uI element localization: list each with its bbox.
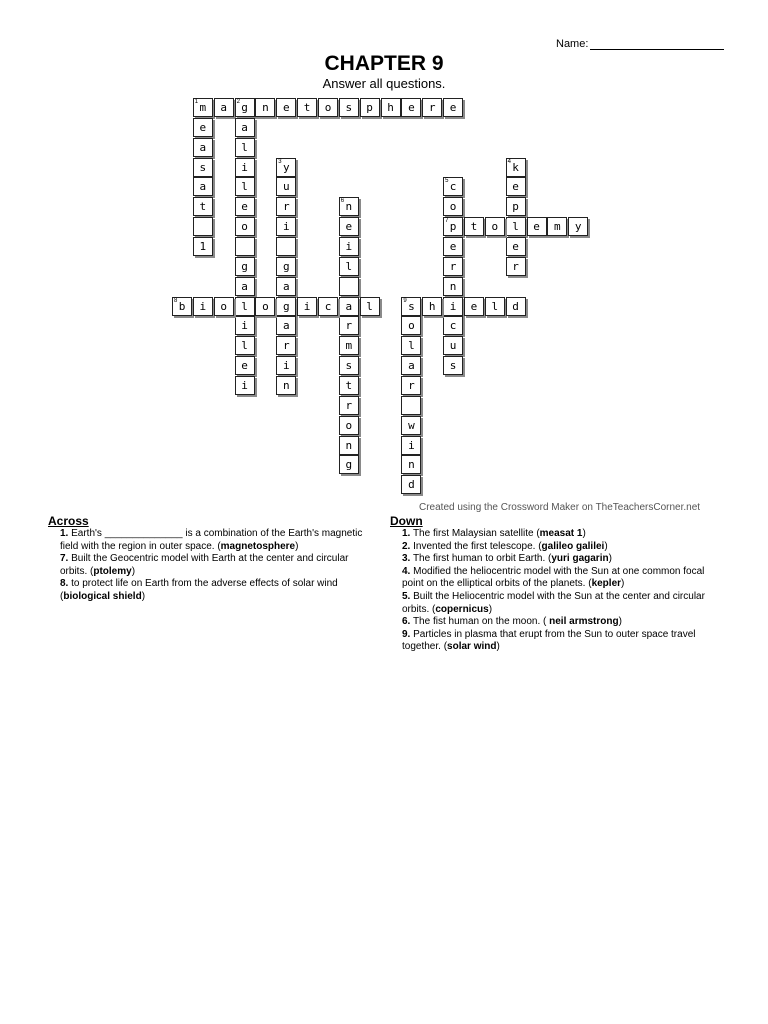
- cell-letter: n: [345, 438, 353, 452]
- clue-answer: neil armstrong: [549, 616, 619, 628]
- crossword-cell[interactable]: [568, 217, 588, 236]
- down-clue: 3. The first human to orbit Earth. (yuri gagarin): [402, 553, 612, 565]
- cell-letter: e: [241, 359, 248, 373]
- crossword-cell[interactable]: [422, 297, 442, 316]
- name-label: Name:: [556, 38, 589, 50]
- cell-letter: e: [449, 101, 457, 114]
- crossword-cell[interactable]: [401, 297, 421, 316]
- cell-letter: n: [449, 279, 457, 293]
- clue-number: 3.: [402, 553, 411, 565]
- cell-letter: a: [282, 279, 290, 293]
- cell-letter: l: [241, 299, 248, 313]
- crossword-cell[interactable]: [506, 257, 526, 276]
- cell-letter: i: [241, 378, 248, 392]
- crossword-cell[interactable]: [297, 297, 317, 316]
- crossword-cell[interactable]: [443, 257, 463, 276]
- page-subtitle: Answer all questions.: [322, 76, 446, 91]
- crossword-cell[interactable]: [235, 217, 255, 236]
- crossword-cell[interactable]: [527, 217, 547, 236]
- cell-letter: d: [512, 299, 519, 313]
- cell-letter: s: [408, 299, 415, 313]
- crossword-cell[interactable]: [193, 217, 213, 236]
- crossword-cell[interactable]: [276, 257, 296, 276]
- crossword-cell[interactable]: [506, 297, 526, 316]
- cell-letter: i: [282, 220, 290, 234]
- clue-number: 6: [340, 198, 345, 205]
- cell-letter: 1: [199, 240, 207, 253]
- cell-letter: c: [324, 299, 332, 313]
- cell-letter: p: [449, 220, 457, 234]
- cell-letter: l: [408, 339, 415, 353]
- cell-letter: n: [262, 101, 269, 114]
- cell-letter: n: [408, 458, 415, 472]
- crossword-cell[interactable]: [193, 237, 213, 256]
- crossword-cell[interactable]: [318, 297, 338, 316]
- crossword-cell[interactable]: [193, 98, 213, 117]
- crossword-cell[interactable]: [401, 455, 421, 474]
- clue-number: 7: [445, 218, 449, 225]
- down-heading: Down: [390, 514, 423, 528]
- down-clues: [390, 514, 720, 654]
- cell-letter: u: [449, 339, 457, 353]
- crossword-cell[interactable]: [235, 98, 255, 117]
- crossword-grid: [0, 0, 768, 500]
- cell-letter: a: [345, 299, 353, 313]
- crossword-cell[interactable]: [339, 436, 359, 455]
- cell-letter: o: [449, 200, 457, 214]
- crossword-cell[interactable]: [255, 297, 275, 316]
- crossword-cell[interactable]: [401, 416, 421, 435]
- crossword-cell[interactable]: [339, 396, 359, 415]
- cell-letter: o: [324, 101, 332, 114]
- down-clue: 6. The fist human on the moon. ( neil armstrong): [402, 616, 622, 628]
- clue-answer: copernicus: [435, 603, 489, 615]
- cell-letter: s: [345, 359, 353, 373]
- crossword-cell[interactable]: [339, 257, 359, 276]
- cell-letter: a: [241, 279, 248, 293]
- crossword-cell[interactable]: [235, 237, 255, 256]
- clue-answer: measat 1: [539, 528, 583, 539]
- crossword-cell[interactable]: [506, 158, 526, 177]
- crossword-cell[interactable]: [401, 336, 421, 355]
- crossword-cell[interactable]: [318, 98, 338, 117]
- crossword-cell[interactable]: [235, 197, 255, 216]
- cell-letter: r: [345, 398, 353, 412]
- cell-letter: n: [345, 200, 353, 214]
- cell-letter: o: [345, 418, 353, 432]
- clue-number: 5: [445, 178, 449, 185]
- clue-number: 9.: [402, 628, 411, 640]
- cell-letter: r: [282, 339, 290, 353]
- cell-letter: r: [408, 378, 415, 392]
- cell-letter: s: [199, 160, 207, 174]
- cell-letter: y: [574, 220, 582, 234]
- cell-letter: l: [512, 220, 519, 234]
- crossword-cell[interactable]: [401, 475, 421, 494]
- cell-letter: u: [282, 180, 290, 194]
- crossword-cell[interactable]: [276, 197, 296, 216]
- across-clue: 7. Built the Geocentric model with Earth at the center and circular orbits. (ptolemy): [60, 553, 349, 577]
- crossword-cell[interactable]: [276, 376, 296, 395]
- crossword-cell[interactable]: [485, 217, 505, 236]
- cell-letter: g: [241, 101, 248, 114]
- crossword-cell[interactable]: [360, 98, 380, 117]
- clue-number: 8: [174, 297, 178, 304]
- clue-number: 7.: [60, 553, 69, 565]
- cell-letter: l: [241, 140, 248, 154]
- crossword-cell[interactable]: [276, 158, 296, 177]
- cell-letter: g: [282, 299, 290, 313]
- clue-number: 1.: [402, 528, 411, 539]
- cell-letter: r: [449, 259, 457, 273]
- cell-letter: e: [512, 240, 519, 253]
- cell-letter: g: [282, 259, 290, 273]
- cell-letter: g: [345, 458, 353, 472]
- down-clue: 1. The first Malaysian satellite (measat 1): [402, 528, 586, 539]
- cell-letter: m: [345, 339, 353, 353]
- crossword-cell[interactable]: [193, 118, 213, 137]
- clue-number: 1.: [60, 528, 69, 539]
- crossword-cell[interactable]: [443, 297, 463, 316]
- crossword-cell[interactable]: [339, 98, 359, 117]
- crossword-cell[interactable]: [276, 217, 296, 236]
- crossword-cell[interactable]: [339, 336, 359, 355]
- cell-letter: w: [408, 418, 415, 432]
- cell-letter: e: [512, 180, 519, 194]
- cell-letter: t: [345, 378, 353, 392]
- cell-letter: c: [449, 319, 457, 333]
- crossword-cell[interactable]: [443, 217, 463, 236]
- clue-answer: ptolemy: [93, 565, 132, 577]
- crossword-cell[interactable]: [401, 436, 421, 455]
- crossword-cell[interactable]: [235, 356, 255, 375]
- crossword-cell[interactable]: [339, 217, 359, 236]
- down-clue: 5. Built the Heliocentric model with the Sun at the center and circular orbits. (copernicus): [402, 590, 705, 615]
- cell-letter: a: [199, 140, 207, 154]
- crossword-cell[interactable]: [339, 356, 359, 375]
- crossword-cell[interactable]: [443, 98, 463, 117]
- cell-letter: i: [241, 160, 248, 174]
- crossword-cell[interactable]: [339, 237, 359, 256]
- crossword-cell[interactable]: [422, 98, 442, 117]
- crossword-cell[interactable]: [235, 297, 255, 316]
- crossword-cell[interactable]: [443, 316, 463, 335]
- cell-letter: i: [408, 438, 415, 452]
- crossword-cell[interactable]: [235, 138, 255, 157]
- cell-letter: p: [366, 101, 373, 114]
- crossword-cell[interactable]: [235, 316, 255, 335]
- cell-letter: i: [282, 359, 290, 373]
- across-heading: Across: [48, 514, 89, 528]
- crossword-cell[interactable]: [172, 297, 192, 316]
- crossword-cell[interactable]: [235, 118, 255, 137]
- cell-letter: e: [282, 101, 290, 114]
- cell-letter: i: [199, 299, 207, 313]
- clue-answer: galileo galilei: [541, 540, 605, 552]
- crossword-cell[interactable]: [235, 277, 255, 296]
- cell-letter: r: [345, 319, 353, 333]
- clue-number: 6.: [402, 616, 411, 628]
- crossword-cell[interactable]: [235, 158, 255, 177]
- crossword-cell[interactable]: [276, 177, 296, 196]
- across-clues: [48, 514, 368, 604]
- cell-letter: a: [220, 101, 227, 114]
- cell-letter: l: [366, 299, 373, 313]
- crossword-cell[interactable]: [339, 455, 359, 474]
- down-clue-list: [390, 528, 720, 654]
- cell-letter: e: [533, 220, 540, 234]
- crossword-cell[interactable]: [235, 336, 255, 355]
- crossword-cell[interactable]: [214, 98, 234, 117]
- crossword-cell[interactable]: [443, 237, 463, 256]
- clue-answer: kepler: [591, 578, 622, 590]
- page-title: CHAPTER 9: [324, 52, 444, 75]
- clue-number: 9: [403, 297, 407, 304]
- crossword-cell[interactable]: [339, 376, 359, 395]
- crossword-cell[interactable]: [547, 217, 567, 236]
- crossword-cell[interactable]: [464, 217, 484, 236]
- cell-letter: o: [262, 299, 269, 313]
- crossword-cell[interactable]: [339, 416, 359, 435]
- cell-letter: m: [553, 220, 561, 234]
- clue-answer: yuri gagarin: [551, 553, 609, 565]
- crossword-cell[interactable]: [276, 316, 296, 335]
- clue-answer: magnetosphere: [220, 540, 296, 552]
- crossword-cell[interactable]: [401, 98, 421, 117]
- credit-text: Created using the Crossword Maker on TheTeachersCorner.net: [419, 502, 701, 513]
- clue-answer: biological shield: [63, 590, 142, 602]
- cell-letter: e: [408, 101, 415, 114]
- crossword-cell[interactable]: [339, 297, 359, 316]
- cell-letter: l: [491, 299, 499, 313]
- clue-answer: solar wind: [447, 641, 497, 653]
- cell-letter: r: [282, 200, 290, 214]
- cell-letter: t: [303, 101, 311, 114]
- crossword-cell[interactable]: [193, 297, 213, 316]
- across-clue: 1. Earth's ______________ is a combination of the Earth's magnetic field with the region in outer space. (magnetosphere): [60, 528, 363, 552]
- crossword-cell[interactable]: [214, 297, 234, 316]
- clue-number: 8.: [60, 578, 69, 590]
- crossword-cell[interactable]: [506, 237, 526, 256]
- crossword-cell[interactable]: [276, 98, 296, 117]
- crossword-cell[interactable]: [276, 356, 296, 375]
- cell-letter: e: [345, 220, 353, 234]
- cell-letter: e: [241, 200, 248, 214]
- cell-letter: e: [199, 120, 207, 134]
- crossword-cell[interactable]: [276, 297, 296, 316]
- crossword-cell[interactable]: [193, 177, 213, 196]
- crossword-cell[interactable]: [297, 98, 317, 117]
- cell-letter: l: [241, 180, 248, 194]
- cell-letter: a: [408, 359, 415, 373]
- cell-letter: e: [470, 299, 478, 313]
- crossword-cell[interactable]: [276, 237, 296, 256]
- down-clue: 4. Modified the heliocentric model with the Sun at one common focal point on the elliptical orbits of the planets. (kepler): [402, 565, 705, 590]
- crossword-cell[interactable]: [339, 316, 359, 335]
- crossword-cell[interactable]: [443, 277, 463, 296]
- across-clue: 8. to protect life on Earth from the adverse effects of solar wind (biological shield): [60, 578, 338, 602]
- cell-letter: r: [512, 259, 519, 273]
- clue-number: 1: [194, 99, 199, 105]
- cell-letter: o: [241, 220, 248, 234]
- cell-letter: t: [470, 220, 478, 234]
- cell-letter: h: [428, 299, 436, 313]
- cell-letter: o: [408, 319, 415, 333]
- clue-number: 5.: [402, 590, 411, 602]
- cell-letter: i: [241, 319, 248, 333]
- cell-letter: m: [199, 101, 207, 114]
- crossword-cell[interactable]: [506, 197, 526, 216]
- crossword-cell[interactable]: [401, 396, 421, 415]
- crossword-cell[interactable]: [443, 177, 463, 196]
- crossword-cell[interactable]: [485, 297, 505, 316]
- crossword-cell[interactable]: [276, 336, 296, 355]
- crossword-cell[interactable]: [235, 376, 255, 395]
- cell-letter: a: [199, 180, 207, 194]
- cell-letter: d: [408, 478, 415, 492]
- crossword-cell[interactable]: [443, 336, 463, 355]
- clue-number: 4.: [402, 565, 411, 577]
- cell-letter: p: [512, 200, 519, 214]
- cell-letter: s: [345, 101, 353, 114]
- crossword-cell[interactable]: [401, 356, 421, 375]
- cell-letter: r: [428, 101, 436, 114]
- crossword-cell[interactable]: [255, 98, 275, 117]
- crossword-cell[interactable]: [381, 98, 401, 117]
- clue-number: 2: [236, 99, 240, 105]
- cell-letter: l: [345, 259, 353, 273]
- clue-number: 3: [278, 158, 282, 165]
- crossword-cell[interactable]: [401, 316, 421, 335]
- cell-letter: i: [345, 240, 353, 253]
- cell-letter: i: [303, 299, 311, 313]
- cell-letter: h: [387, 101, 394, 114]
- cell-letter: a: [241, 120, 248, 134]
- cell-letter: n: [282, 378, 290, 392]
- cell-letter: o: [491, 220, 499, 234]
- down-clue: 9. Particles in plasma that erupt from the Sun to outer space travel together. (solar wind): [402, 628, 696, 653]
- cell-letter: s: [449, 359, 457, 373]
- cell-letter: o: [220, 299, 227, 313]
- across-clue-list: [48, 528, 368, 604]
- clue-number: 2.: [402, 540, 411, 552]
- cell-letter: g: [241, 259, 248, 273]
- cell-letter: i: [449, 299, 457, 313]
- crossword-cell[interactable]: [339, 277, 359, 296]
- crossword-cell[interactable]: [193, 158, 213, 177]
- clue-number: 4: [507, 158, 511, 165]
- crossword-cell[interactable]: [464, 297, 484, 316]
- crossword-cell[interactable]: [193, 138, 213, 157]
- crossword-cell[interactable]: [193, 197, 213, 216]
- cell-letter: l: [241, 339, 248, 353]
- crossword-cell[interactable]: [506, 177, 526, 196]
- crossword-cell[interactable]: [339, 197, 359, 216]
- cell-letter: k: [512, 160, 519, 174]
- cell-letter: t: [199, 200, 207, 214]
- crossword-cell[interactable]: [235, 177, 255, 196]
- cell-letter: b: [178, 299, 186, 313]
- cell-letter: e: [449, 240, 457, 253]
- down-clue: 2. Invented the first telescope. (galileo galilei): [402, 540, 608, 552]
- crossword-cell[interactable]: [443, 356, 463, 375]
- crossword-cell[interactable]: [276, 277, 296, 296]
- crossword-cell[interactable]: [235, 257, 255, 276]
- cell-letter: a: [282, 319, 290, 333]
- crossword-cell[interactable]: [506, 217, 526, 236]
- cell-letter: c: [449, 180, 457, 194]
- crossword-cell[interactable]: [360, 297, 380, 316]
- crossword-cell[interactable]: [401, 376, 421, 395]
- crossword-cell[interactable]: [443, 197, 463, 216]
- cell-letter: y: [282, 160, 290, 174]
